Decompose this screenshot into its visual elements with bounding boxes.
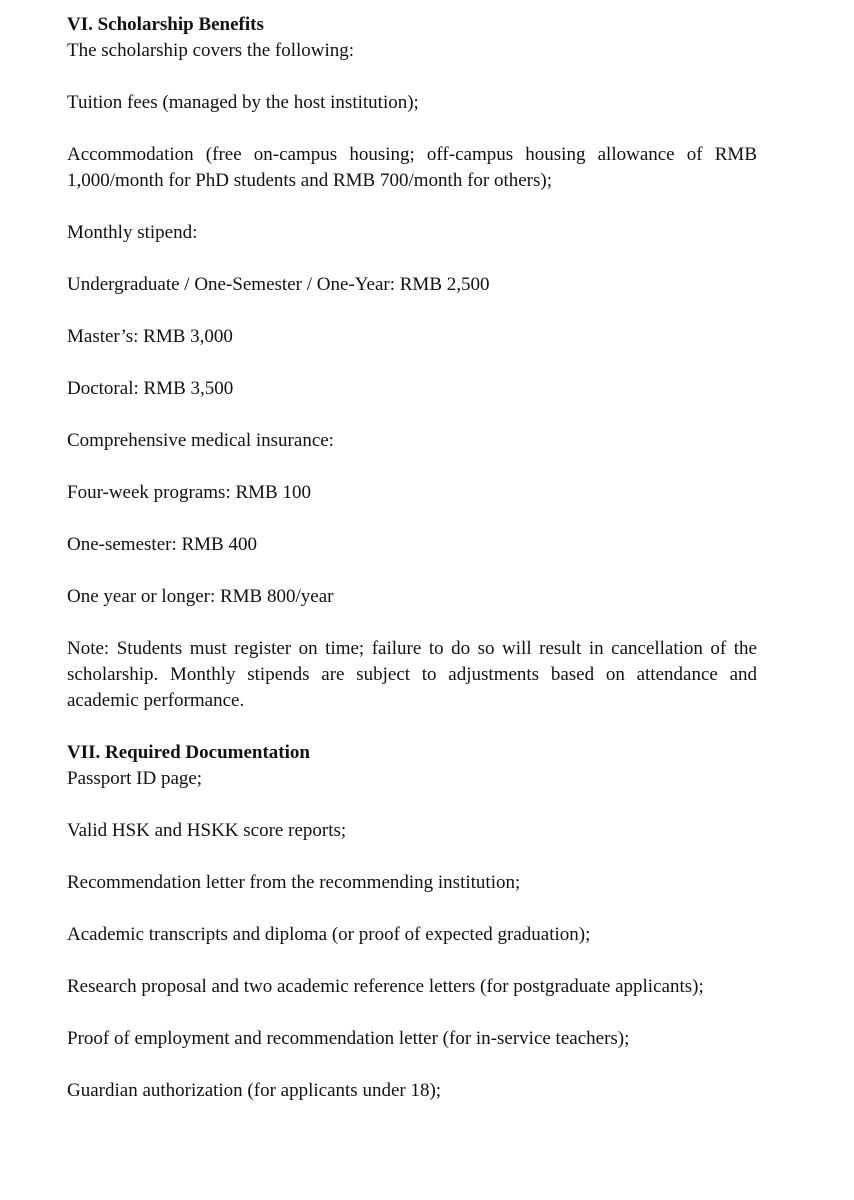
benefit-medical-insurance: Comprehensive medical insurance:: [67, 430, 334, 451]
doc-transcripts: Academic transcripts and diploma (or proof of expected graduation);: [67, 924, 591, 945]
insurance-one-semester: One-semester: RMB 400: [67, 534, 257, 555]
benefit-tuition: Tuition fees (managed by the host institution);: [67, 92, 419, 113]
section-scholarship-benefits: [67, 12, 757, 714]
insurance-one-year: One year or longer: RMB 800/year: [67, 586, 334, 607]
doc-employment-proof: Proof of employment and recommendation letter (for in-service teachers);: [67, 1028, 630, 1049]
doc-guardian-authorization: Guardian authorization (for applicants under 18);: [67, 1080, 442, 1101]
stipend-doctoral: Doctoral: RMB 3,500: [67, 378, 234, 399]
doc-passport: Passport ID page;: [67, 768, 203, 789]
benefit-accommodation: Accommodation (free on-campus housing; off-campus housing allowance of RMB 1,000/month for PhD students and RMB 700/month for others);: [67, 144, 757, 191]
section-required-documentation: [67, 740, 757, 1104]
benefits-note: Note: Students must register on time; failure to do so will result in cancellation of the scholarship. Monthly stipends are subject to adjustments based on attendance and academic performance.: [67, 638, 757, 711]
section-heading: VI. Scholarship Benefits: [67, 14, 264, 35]
doc-recommendation-letter: Recommendation letter from the recommending institution;: [67, 872, 521, 893]
insurance-four-week: Four-week programs: RMB 100: [67, 482, 311, 503]
section-intro: The scholarship covers the following:: [67, 40, 355, 61]
benefit-monthly-stipend: Monthly stipend:: [67, 222, 198, 243]
section-heading: VII. Required Documentation: [67, 742, 310, 763]
stipend-undergraduate: Undergraduate / One-Semester / One-Year: RMB 2,500: [67, 274, 490, 295]
stipend-masters: Master’s: RMB 3,000: [67, 326, 233, 347]
document-page: [67, 12, 757, 1104]
doc-research-proposal: Research proposal and two academic reference letters (for postgraduate applicants);: [67, 976, 704, 997]
doc-hsk-reports: Valid HSK and HSKK score reports;: [67, 820, 347, 841]
